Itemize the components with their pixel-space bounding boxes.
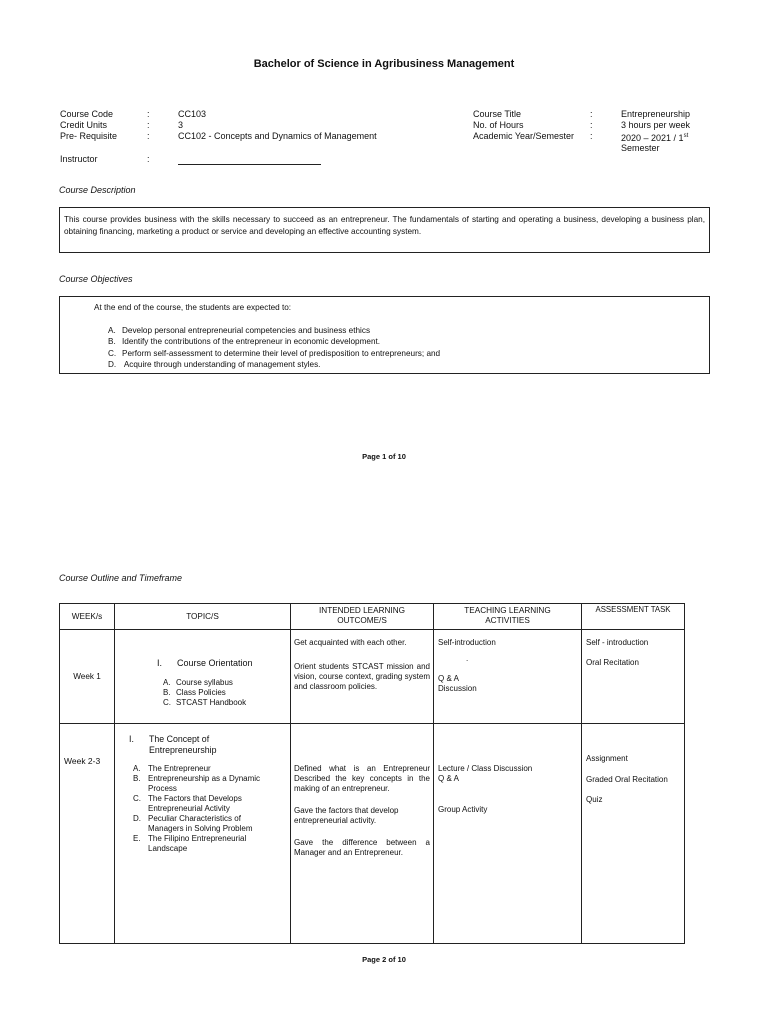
course-objectives-heading: Course Objectives: [59, 274, 133, 284]
academic-year-value: 2020 – 2021 / 1st: [621, 133, 689, 143]
credit-units-value: 3: [178, 120, 184, 130]
objective-item: C. Perform self-assessment to determine their level of predisposition to entrepreneurs; and: [108, 349, 441, 358]
course-outline-table: [59, 603, 685, 944]
document-title: Bachelor of Science in Agribusiness Management: [253, 58, 515, 70]
header-week: WEEK/s: [60, 604, 115, 630]
header-tla: TEACHING LEARNING ACTIVITIES: [434, 604, 582, 630]
course-description-heading: Course Description: [59, 185, 136, 195]
hours-label: No. of Hours: [473, 120, 524, 130]
course-description-box: [59, 207, 710, 253]
colon: :: [590, 109, 593, 119]
course-code-value: CC103: [178, 109, 207, 119]
course-outline-heading: Course Outline and Timeframe: [59, 573, 182, 583]
colon: :: [590, 120, 593, 130]
prereq-value: CC102 - Concepts and Dynamics of Management: [178, 131, 377, 141]
course-title-label: Course Title: [473, 109, 522, 119]
objective-item: A. Develop personal entrepreneurial competencies and business ethics: [108, 326, 371, 335]
assessment-cell: Self - introduction Oral Recitation: [582, 630, 685, 724]
course-title-value: Entrepreneurship: [621, 109, 691, 119]
week-cell: Week 2-3: [60, 724, 115, 944]
colon: :: [147, 109, 150, 119]
tla-cell: Self-introduction . Q & A Discussion: [434, 630, 582, 724]
course-objectives-box: [59, 296, 710, 374]
ilo-cell: Get acquainted with each other. Orient students STCAST mission and vision, course context, grading system and classroom policies.: [291, 630, 434, 724]
instructor-blank: [178, 154, 321, 165]
objectives-intro: At the end of the course, the students are expected to:: [94, 303, 292, 312]
colon: :: [147, 131, 150, 141]
tla-cell: Lecture / Class Discussion Q & A Group Activity: [434, 724, 582, 944]
page-number: Page 2 of 10: [362, 955, 406, 964]
table-row: [60, 724, 685, 944]
colon: :: [147, 154, 150, 164]
hours-value: 3 hours per week: [621, 120, 691, 130]
page-number: Page 1 of 10: [362, 452, 406, 461]
objective-item: B. Identify the contributions of the entrepreneur in economic development.: [108, 337, 381, 346]
week-cell: Week 1: [60, 630, 115, 724]
credit-units-label: Credit Units: [60, 120, 108, 130]
topic-cell: I. The Concept of Entrepreneurship A. The Entrepreneur B. Entrepreneurship as a Dynamic Process C. The Factors that Develops Entrepreneurial Activity D. Peculiar Characteristics of Managers in Solving Problem E. The Filipino Entrepreneurial Landscape: [115, 724, 291, 944]
colon: :: [590, 131, 593, 141]
header-assessment: ASSESSMENT TASK: [582, 604, 685, 630]
academic-year-value-line2: Semester: [621, 143, 660, 153]
table-header-row: [60, 604, 685, 630]
header-ilo: INTENDED LEARNING OUTCOME/S: [291, 604, 434, 630]
ilo-cell: Defined what is an Entrepreneur Described the key concepts in the making of an entrepreneur. Gave the factors that develop entrepreneurial activity. Gave the difference between a Manager and an Entrepreneur.: [291, 724, 434, 944]
topic-cell: I. Course Orientation A. Course syllabus B. Class Policies C. STCAST Handbook: [115, 630, 291, 724]
instructor-label: Instructor: [60, 154, 98, 164]
course-code-label: Course Code: [60, 109, 114, 119]
assessment-cell: Assignment Graded Oral Recitation Quiz: [582, 724, 685, 944]
prereq-label: Pre- Requisite: [60, 131, 118, 141]
colon: :: [147, 120, 150, 130]
header-topic: TOPIC/S: [115, 604, 291, 630]
academic-year-label: Academic Year/Semester: [473, 131, 575, 141]
table-row: [60, 630, 685, 724]
objective-item: D. Acquire through understanding of management styles.: [108, 360, 321, 369]
course-description-text: This course provides business with the skills necessary to succeed as an entrepreneur. The fundamentals of starting and operating a business, developing a business plan, obtaining financing, marketing a product or service and developing an effective accounting system.: [64, 215, 705, 236]
